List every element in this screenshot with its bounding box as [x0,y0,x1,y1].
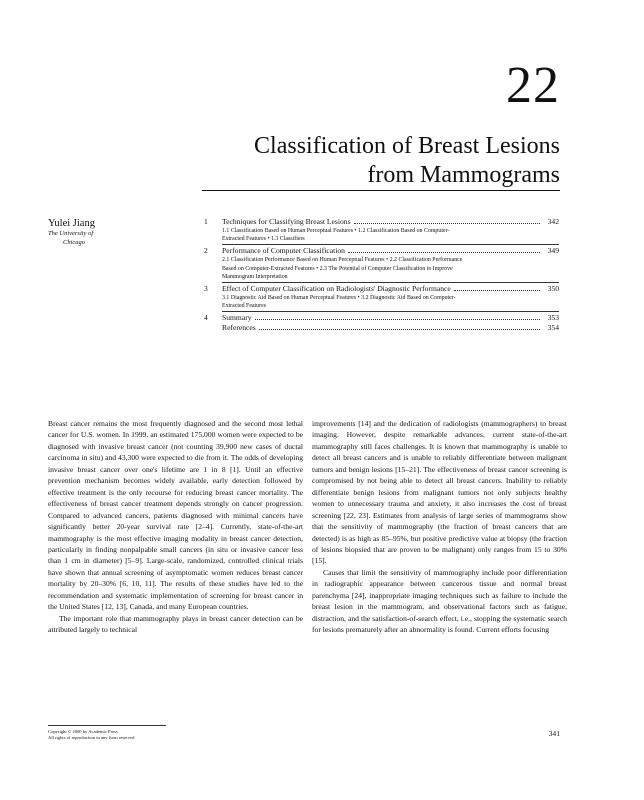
chapter-title [140,132,560,190]
author-block [48,217,188,247]
toc-entry-title: Summary [222,313,252,323]
toc-sub-line: Based on Computer-Extracted Features • 2.3 The Potential of Computer Classification to Improve [222,265,453,272]
toc-leader [454,289,540,291]
table-of-contents [204,217,559,333]
toc-sub-line: Extracted Features • 1.3 Classifiers [222,236,305,243]
toc-entry-number: 1 [204,217,208,226]
toc-sub-line: 1.1 Classification Based on Human Perceptual Features • 1.2 Classification Based on Computer- [222,228,450,234]
chapter-title-line2: from Mammograms [367,162,560,188]
toc-subsections [204,294,559,310]
toc-sub-line: 3.1 Diagnostic Aid Based on Human Perceptual Features • 3.2 Diagnostic Aid Based on Computer- [222,295,456,302]
toc-divider [222,282,559,283]
copyright-notice [48,729,134,741]
toc-leader [255,318,540,320]
author-affiliation [48,230,188,247]
toc-divider [222,244,559,245]
toc-entry[interactable] [204,217,559,245]
toc-entry-page: 342 [547,217,559,226]
body-paragraph: improvements [14] and the dedication of radiologists (mammographers) to breast imaging. However, despite remarkable advances, current state-of-the-art mammography still faces challenges. It is known that mammography is unable to detect all breast cancers and is unable to reliably differentiate between malignant tumors and benign lesions [15–21]. The effectiveness of breast cancer screening is compromised by not being able to detect all breast cancers. Inability to reliably differentiate benign lesions from malignant tumors not only subjects healthy women to unnecessary trauma and anxiety, it also increases the cost of breast screening [22, 23]. Estimates from analysis of large series of mammograms show that the sensitivity of mammography (the fraction of breast cancers that are detected) is as high as 85–95%, but positive predictive value at biopsy (the fraction of lesions biopsied that are proven to be malignant) only ranges from 15 to 30% [15]. [312,419,567,566]
toc-entry-page: 353 [547,313,559,323]
toc-entry-title: Techniques for Classifying Breast Lesions [222,217,351,226]
toc-sub-line: Extracted Features [222,303,266,310]
toc-entry-title: References [222,323,256,333]
toc-entry-number: 4 [204,313,208,323]
toc-sub-line: Mammogram Interpretation [222,273,288,280]
body-paragraph: The important role that mammography plays in breast cancer detection can be attributed largely to technical [48,613,303,635]
body-paragraph: Breast cancer remains the most frequently diagnosed and the second most lethal cancer for U.S. women. In 1999, an estimated 175,000 women were expected to be diagnosed with invasive breast cancer (not counting 39,900 new cases of ductal carcinoma in situ) and 43,300 were expected to die from it. The odds of developing invasive breast cancer over one's lifetime are 1 in 8 [1]. Until an effective prevention mechanism becomes widely available, early detection followed by effective treatment is the only recourse for reducing breast cancer mortality. The effectiveness of breast cancer treatment depends strongly on cancer progression. Compared to advanced cancers, patients diagnosed with minimal cancers have significantly better 20-year survival rate [2–4]. Currently, state-of-the-art mammography is the most effective imaging modality in breast cancer detection, particularly in finding nonpalpable small cancers (in situ or invasive cancer less than 1 cm in diameter) [5–9]. Large-scale, randomized, controlled clinical trials have shown that annual screening of asymptomatic women reduces breast cancer mortality by 20–30% [6, 10, 11]. The results of these studies have led to the recommendation and systematic implementation of screening for breast cancer in the United States [12, 13], Canada, and many European countries. [48,419,303,612]
body-column-left [48,418,303,636]
affiliation-line1: The University of [48,230,94,237]
toc-entry-page: 349 [547,246,559,256]
toc-subsections [204,256,559,281]
toc-entry-page: 350 [547,284,559,294]
toc-entry-title: Effect of Computer Classification on Radiologists' Diagnostic Performance [222,284,451,294]
toc-entry-page: 354 [547,323,559,333]
toc-entry-number: 2 [204,246,208,256]
chapter-number: 22 [506,57,560,114]
title-rule [202,190,560,191]
chapter-title-line1: Classification of Breast Lesions [254,133,560,159]
toc-entry[interactable] [204,323,559,333]
toc-leader [354,222,540,224]
copyright-line1: Copyright © 2000 by Academic Press [48,729,118,734]
toc-leader [348,251,540,253]
toc-entry[interactable] [204,246,559,283]
body-column-right [312,418,567,636]
affiliation-line2: Chicago [63,238,86,246]
footnote-rule [48,725,166,726]
toc-sub-line: 2.1 Classification Performance Based on Human Perceptual Features • 2.2 Classification Performance [222,257,463,264]
author-name: Yulei Jiang [48,218,95,229]
toc-entry[interactable] [204,313,559,323]
toc-entry-title: Performance of Computer Classification [222,246,345,256]
toc-divider [222,311,559,312]
body-paragraph: Causes that limit the sensitivity of mammography include poor differentiation in radiographic appearance between cancerous tissue and normal breast parenchyma [24], inappropriate imaging techniques such as failure to include the breast lesion in the mammogram, and observational factors such as fatigue, distraction, and the satisfaction-of-search effect, i.e., stopping the systematic search for lesions prematurely after an abnormality is found. Current efforts focusing [312,567,567,635]
toc-entry-number: 3 [204,284,208,294]
toc-subsections [204,227,559,243]
toc-leader [259,328,540,330]
page-number: 341 [548,729,560,738]
toc-entry[interactable] [204,284,559,312]
copyright-line2: All rights of reproduction in any form reserved [48,735,135,741]
